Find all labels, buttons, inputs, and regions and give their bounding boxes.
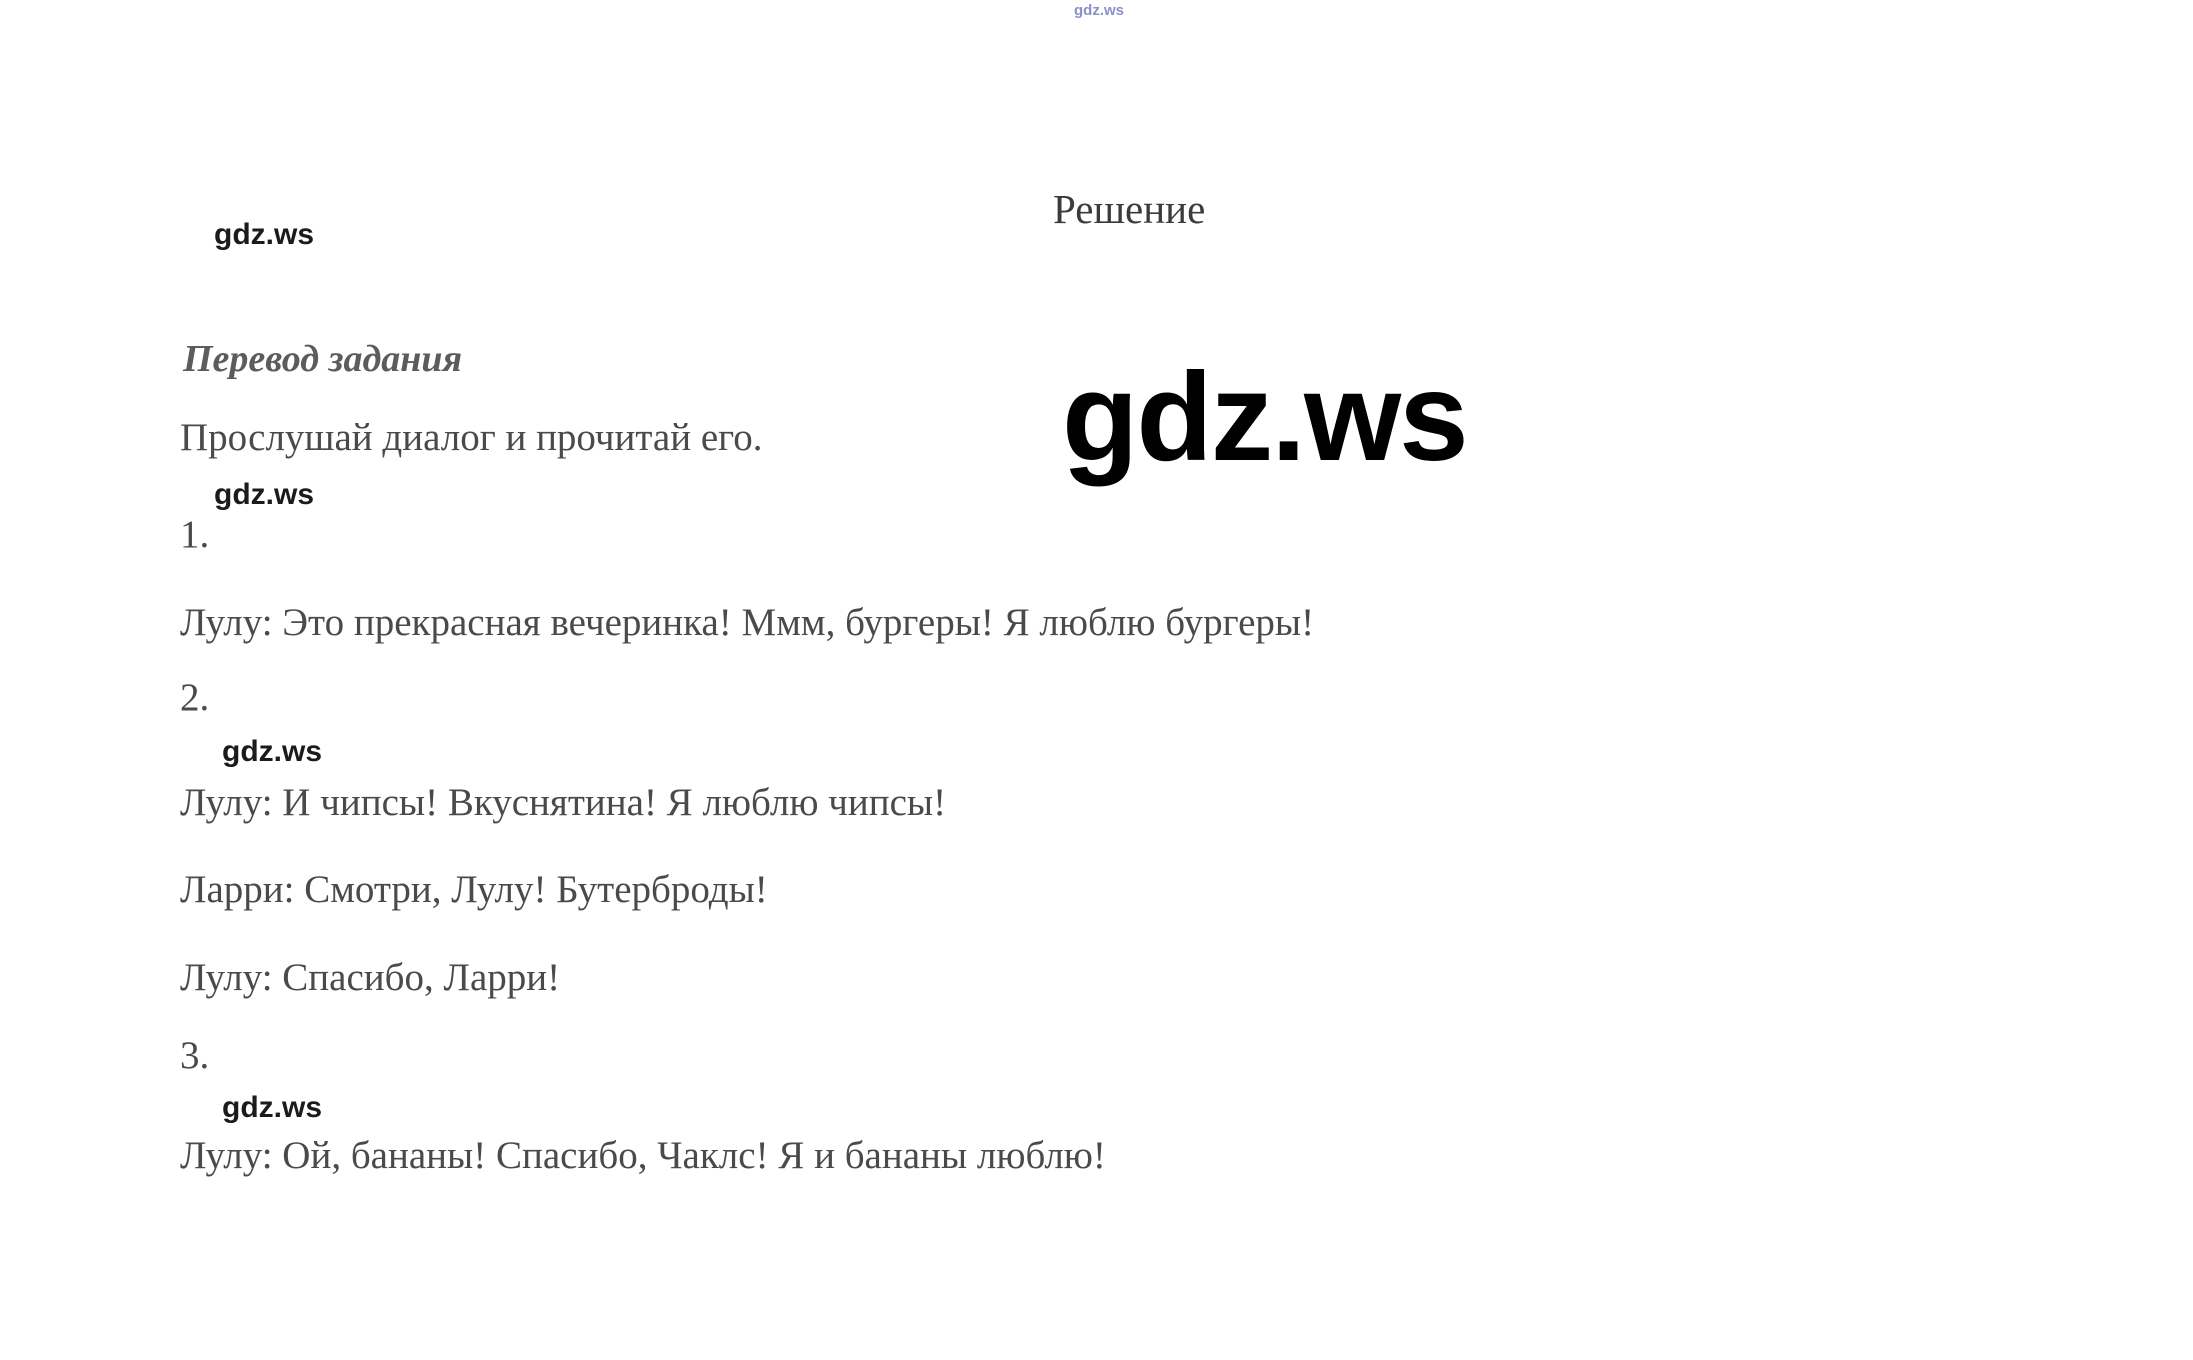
section-heading: Перевод задания xyxy=(183,338,463,380)
dialogue-line: Лулу: И чипсы! Вкуснятина! Я люблю чипсы! xyxy=(180,781,947,824)
dialogue-line: Лулу: Ой, бананы! Спасибо, Чаклс! Я и бананы люблю! xyxy=(180,1134,1106,1177)
item-number: 3. xyxy=(180,1034,210,1077)
item-number: 2. xyxy=(180,676,210,719)
page-title: Решение xyxy=(1053,186,1206,232)
task-text: Прослушай диалог и прочитай его. xyxy=(180,416,763,459)
watermark-small-icon: gdz.ws xyxy=(214,218,315,251)
watermark-small-icon: gdz.ws xyxy=(222,1091,323,1124)
watermark-big-icon: gdz.ws xyxy=(1062,348,1467,487)
watermark-small-icon: gdz.ws xyxy=(222,735,323,768)
dialogue-line: Лулу: Это прекрасная вечеринка! Ммм, бургеры! Я люблю бургеры! xyxy=(180,601,1315,644)
watermark-top-icon: gdz.ws xyxy=(1074,2,1125,19)
item-number: 1. xyxy=(180,513,210,556)
watermark-small-icon: gdz.ws xyxy=(214,478,315,511)
dialogue-line: Ларри: Смотри, Лулу! Бутерброды! xyxy=(180,868,768,911)
dialogue-line: Лулу: Спасибо, Ларри! xyxy=(180,956,561,999)
